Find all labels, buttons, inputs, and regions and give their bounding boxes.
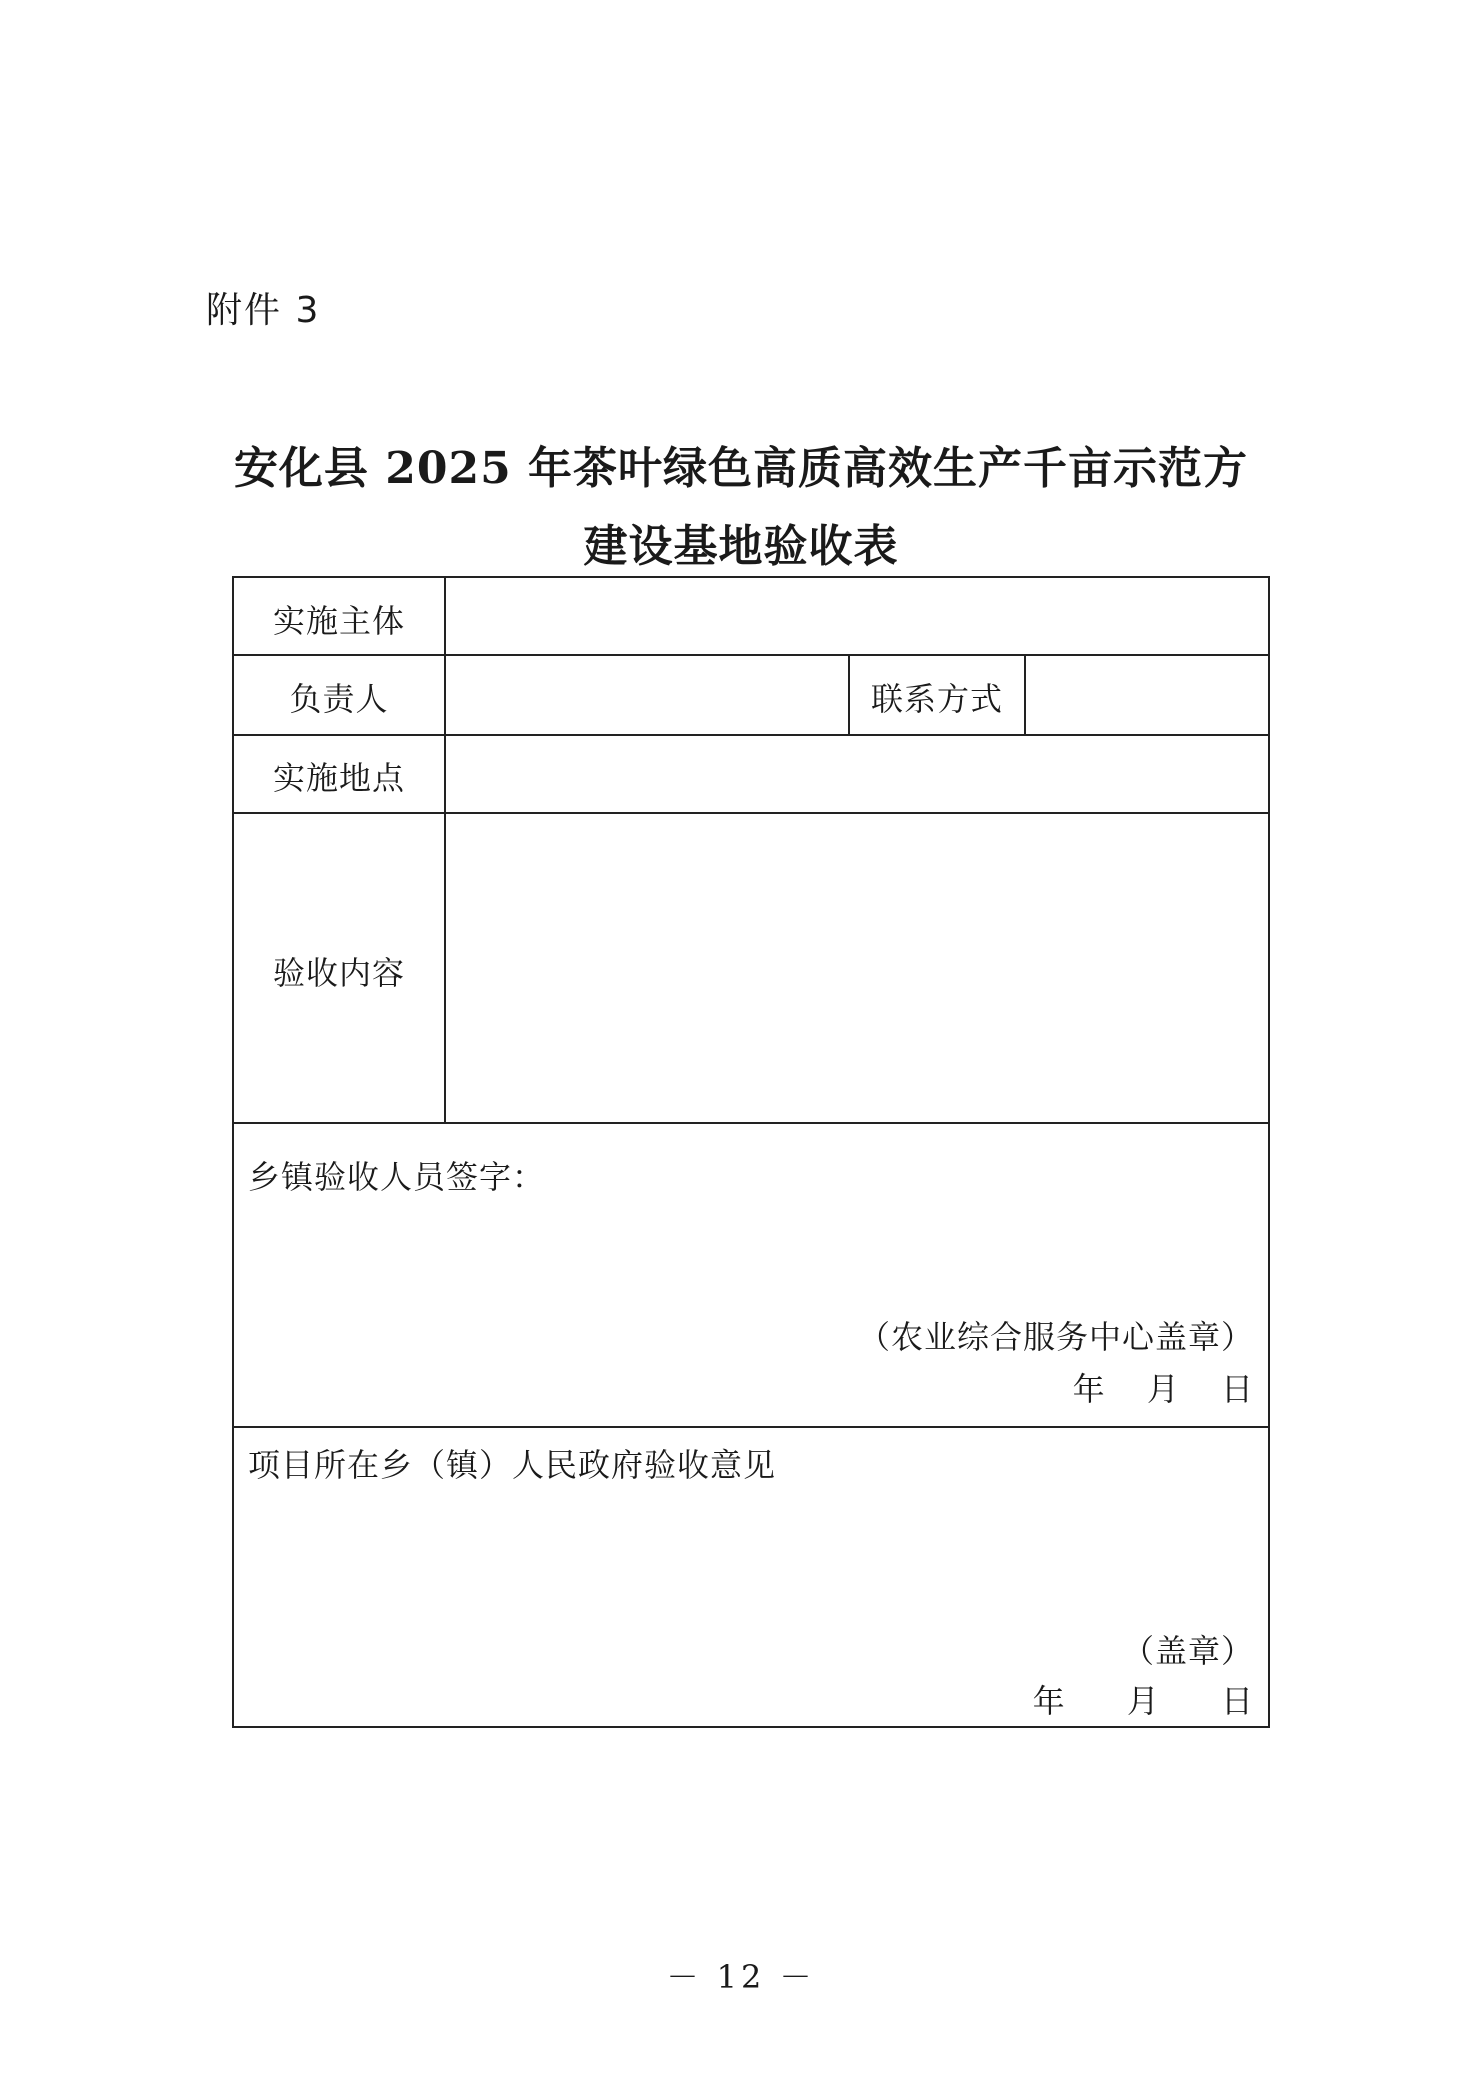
inspection-content-label: 验收内容 xyxy=(272,954,405,992)
government-opinion-area[interactable] xyxy=(248,1488,1254,1618)
township-date: 年 月 日 xyxy=(1072,1370,1254,1408)
row-divider xyxy=(234,1426,1268,1428)
acceptance-form-table xyxy=(232,576,1270,1728)
township-inspector-signature-area[interactable] xyxy=(248,1198,1254,1328)
person-in-charge-field[interactable] xyxy=(446,656,846,732)
government-date: 年 月 日 xyxy=(1032,1682,1254,1720)
government-opinion-label: 项目所在乡（镇）人民政府验收意见 xyxy=(248,1446,777,1484)
township-inspector-signature-label: 乡镇验收人员签字： xyxy=(248,1158,546,1196)
contact-label: 联系方式 xyxy=(870,680,1003,718)
township-seal-note: （农业综合服务中心盖章） xyxy=(857,1318,1254,1356)
document-title-line-2: 建设基地验收表 xyxy=(583,521,899,572)
document-title-line-1: 安化县 2025 年茶叶绿色高质高效生产千亩示范方 xyxy=(233,443,1249,494)
location-label: 实施地点 xyxy=(272,759,405,797)
location-field[interactable] xyxy=(446,736,1268,810)
contact-field[interactable] xyxy=(1026,656,1268,732)
page-number: － 12 － xyxy=(666,1958,816,1996)
person-in-charge-label: 负责人 xyxy=(289,680,389,718)
inspection-content-field[interactable] xyxy=(446,814,1268,1120)
government-seal-note: （盖章） xyxy=(1121,1632,1254,1670)
row-divider xyxy=(234,1122,1268,1124)
implementing-entity-label: 实施主体 xyxy=(272,602,405,640)
implementing-entity-field[interactable] xyxy=(446,578,1268,654)
attachment-label: 附件 3 xyxy=(206,290,321,331)
